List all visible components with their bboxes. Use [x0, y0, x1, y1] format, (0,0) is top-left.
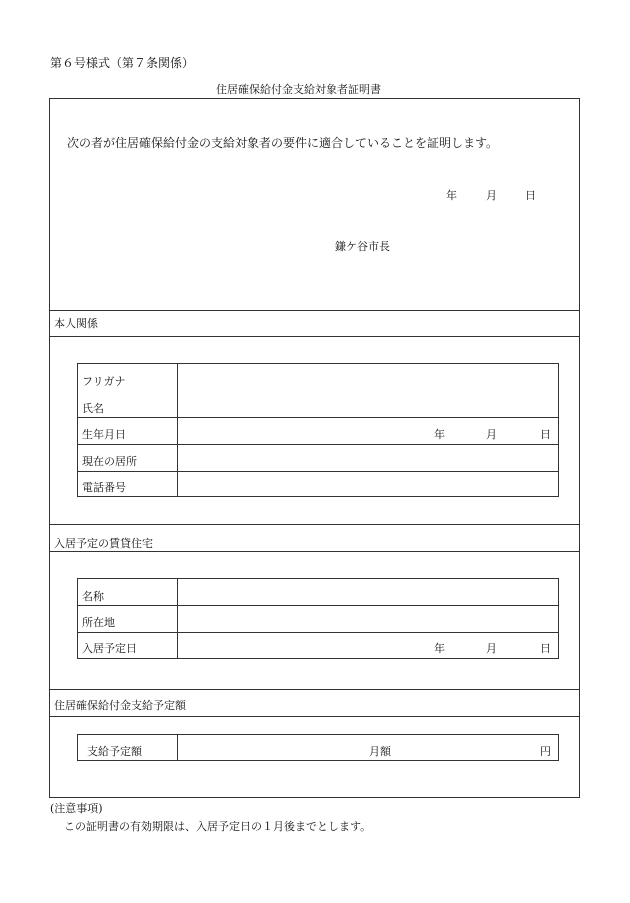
- section-divider: [49, 551, 580, 552]
- section-divider: [49, 524, 580, 525]
- birth-month-label: 月: [486, 428, 497, 441]
- housing-location-label: 所在地: [82, 616, 115, 629]
- move-in-month-label: 月: [486, 642, 497, 655]
- notes-text: この証明書の有効期限は、入居予定日の１月後までとします。: [64, 820, 372, 833]
- furigana-label: フリガナ: [82, 375, 126, 388]
- section-divider: [49, 716, 580, 717]
- section-title-housing: 入居予定の賃貸住宅: [54, 537, 153, 550]
- table-column-divider: [177, 734, 178, 761]
- birth-day-label: 日: [540, 428, 551, 441]
- notes-heading: (注意事項): [50, 802, 103, 815]
- phone-label: 電話番号: [82, 481, 126, 494]
- payment-table: [77, 734, 559, 761]
- table-row-divider: [77, 605, 559, 606]
- yen-unit-label: 円: [540, 745, 551, 758]
- issuer-name: 鎌ケ谷市長: [335, 240, 390, 253]
- monthly-amount-label: 月額: [369, 745, 391, 758]
- table-row-divider: [77, 444, 559, 445]
- housing-name-label: 名称: [82, 590, 104, 603]
- address-label: 現在の居所: [82, 455, 137, 468]
- cert-month-label: 月: [486, 189, 497, 202]
- form-number: 第６号様式（第７条関係）: [50, 56, 195, 70]
- move-in-year-label: 年: [434, 642, 445, 655]
- certification-statement: 次の者が住居確保給付金の支給対象者の要件に適合していることを証明します。: [67, 136, 499, 150]
- table-row-divider: [77, 471, 559, 472]
- section-title-payment: 住居確保給付金支給予定額: [54, 699, 186, 712]
- cert-year-label: 年: [446, 189, 457, 202]
- document-title: 住居確保給付金支給対象者証明書: [216, 83, 381, 96]
- table-column-divider: [177, 578, 178, 659]
- section-divider: [49, 310, 580, 311]
- cert-day-label: 日: [525, 189, 536, 202]
- payment-amount-label: 支給予定額: [87, 745, 142, 758]
- table-row-divider: [77, 632, 559, 633]
- birthdate-label: 生年月日: [82, 428, 126, 441]
- birth-year-label: 年: [434, 428, 445, 441]
- move-in-date-label: 入居予定日: [82, 642, 137, 655]
- section-title-person: 本人関係: [54, 317, 98, 330]
- section-divider: [49, 336, 580, 337]
- table-column-divider: [177, 363, 178, 497]
- name-label: 氏名: [82, 402, 104, 415]
- table-row-divider: [77, 417, 559, 418]
- move-in-day-label: 日: [540, 642, 551, 655]
- section-divider: [49, 689, 580, 690]
